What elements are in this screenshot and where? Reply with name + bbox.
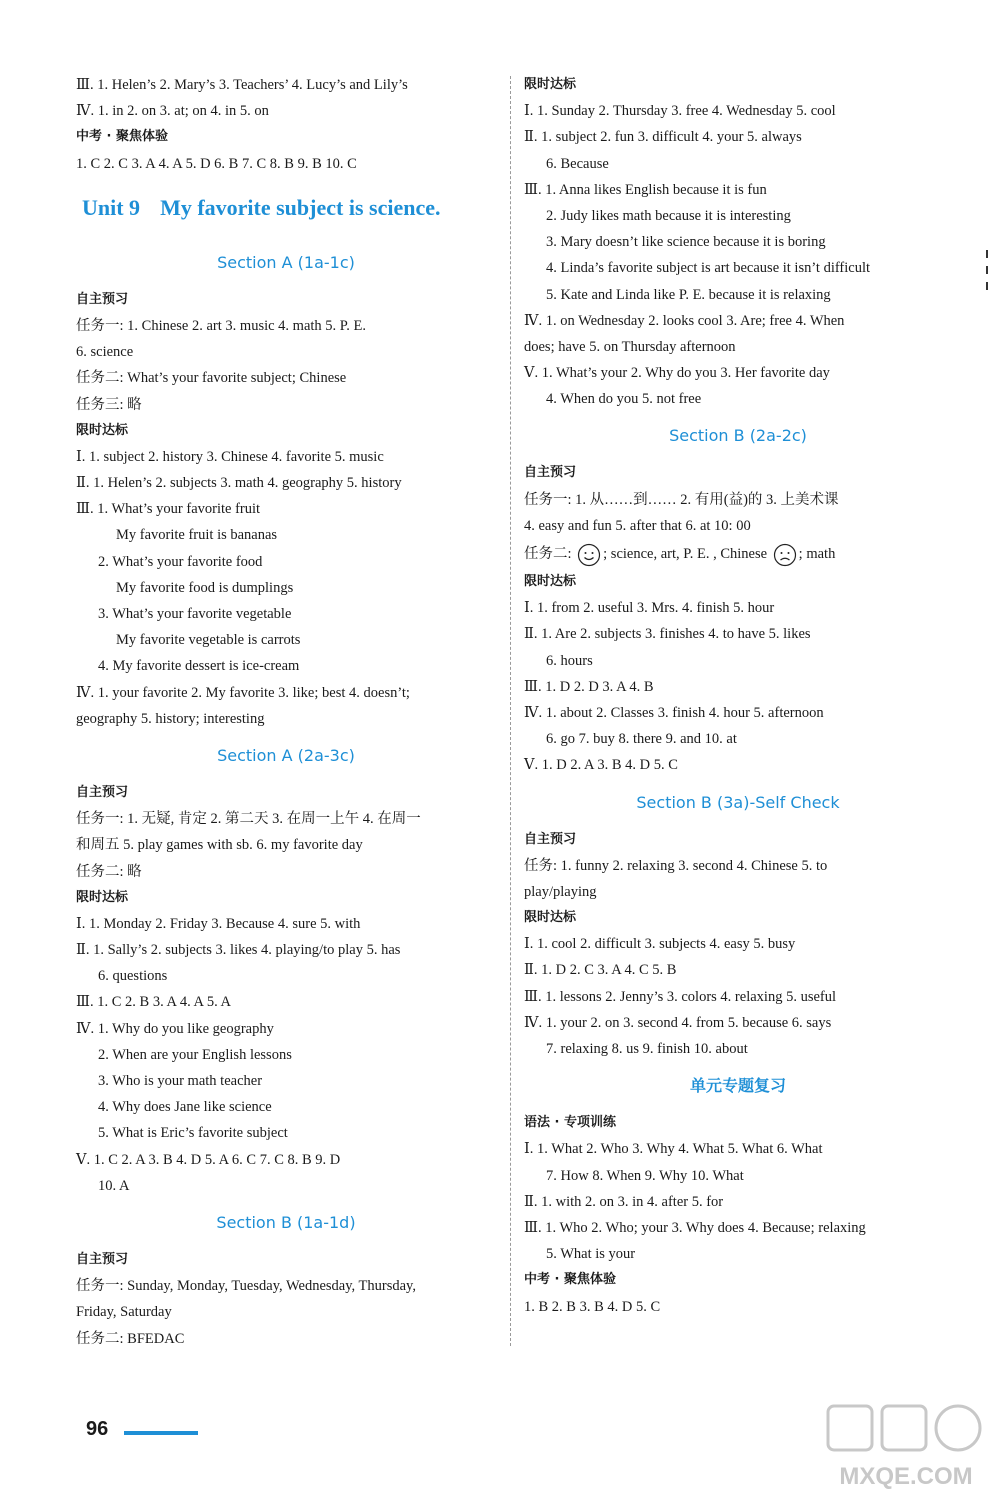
answer-line: 和周五 5. play games with sb. 6. my favorite day (76, 837, 363, 854)
answer-line: 3. Who is your math teacher (98, 1073, 263, 1089)
answer-line: Ⅰ. 1. from 2. useful 3. Mrs. 4. finish 5. hour (524, 600, 775, 617)
answer-line: 3. Mary doesn’t like science because it is boring (546, 234, 826, 251)
timed-label: 限时达标 (76, 889, 129, 905)
section-heading: Section B (3a)-Self Check (636, 792, 840, 812)
answer-line: geography 5. history; interesting (76, 710, 265, 727)
answer-line: 任务: 1. funny 2. relaxing 3. second 4. Chinese 5. to (524, 857, 828, 874)
answer-line: play/playing (524, 883, 597, 900)
answer-line: 任务一: 1. Chinese 2. art 3. music 4. math 5. P. E. (76, 317, 366, 334)
answer-line: 6. hours (546, 652, 593, 669)
answer-line: Ⅱ. 1. Are 2. subjects 3. finishes 4. to have 5. likes (524, 626, 811, 643)
answer-line: Ⅲ. 1. Who 2. Who; your 3. Why does 4. Because; relaxing (524, 1219, 866, 1236)
right-column (524, 72, 952, 1320)
answer-line: 7. How 8. When 9. Why 10. What (546, 1167, 744, 1184)
answer-line: Ⅴ. 1. What’s your 2. Why do you 3. Her favorite day (524, 365, 830, 382)
answer-line (524, 539, 952, 569)
unit-number: Unit 9 (82, 194, 141, 220)
smiley-face-icon (577, 543, 601, 567)
section-heading: Section B (2a-2c) (669, 426, 807, 446)
section-heading: Section A (1a-1c) (217, 252, 355, 272)
answer-line: 4. Linda’s favorite subject is art because it isn’t difficult (546, 260, 871, 277)
answer-line: 5. Kate and Linda like P. E. because it is relaxing (546, 286, 831, 303)
answer-line: 6. science (76, 344, 134, 361)
answer-line: 6. Because (546, 155, 609, 172)
answer-line: 3. What’s your favorite vegetable (98, 606, 292, 622)
answer-line: 2. What’s your favorite food (98, 553, 263, 570)
answer-line: 任务一: Sunday, Monday, Tuesday, Wednesday, Thursday, (76, 1278, 416, 1295)
answer-line: Ⅰ. 1. Monday 2. Friday 3. Because 4. sure 5. with (76, 915, 361, 932)
answer-line: 4. My favorite dessert is ice-cream (98, 658, 300, 675)
answer-line: Ⅲ. 1. C 2. B 3. A 4. A 5. A (76, 994, 231, 1011)
preview-label: 自主预习 (76, 784, 129, 800)
answer-line: 任务一: 1. 从……到…… 2. 有用(益)的 3. 上美术课 (524, 491, 839, 508)
zhongkao-label: 中考 · 聚焦体验 (524, 1272, 616, 1288)
preview-label: 自主预习 (76, 1251, 129, 1267)
unit-title (76, 177, 496, 239)
section-heading: Section B (1a-1d) (216, 1212, 356, 1232)
answer-line: Ⅰ. 1. Sunday 2. Thursday 3. free 4. Wednesday 5. cool (524, 103, 836, 120)
watermark-logo (818, 1400, 994, 1492)
answer-line: 任务二: What’s your favorite subject; Chinese (76, 370, 347, 387)
answer-line: My favorite fruit is bananas (116, 527, 278, 544)
answer-line: Ⅲ. 1. Helen’s 2. Mary’s 3. Teachers’ 4. Lucy’s and Lily’s (76, 77, 408, 93)
answer-line: 7. relaxing 8. us 9. finish 10. about (546, 1041, 748, 1057)
answer-line: 6. questions (98, 968, 168, 985)
section-heading: Section A (2a-3c) (217, 745, 355, 765)
answer-line: 1. B 2. B 3. B 4. D 5. C (524, 1298, 661, 1315)
disliked-subject: ; math (798, 546, 836, 562)
answer-line: My favorite vegetable is carrots (116, 632, 301, 649)
timed-label: 限时达标 (524, 574, 577, 589)
preview-label: 自主预习 (524, 465, 577, 481)
margin-marks (986, 250, 988, 298)
answer-line: 6. go 7. buy 8. there 9. and 10. at (546, 731, 737, 748)
task-label: 任务二: (524, 546, 572, 562)
answer-line: does; have 5. on Thursday afternoon (524, 338, 736, 355)
answer-line: Ⅲ. 1. Anna likes English because it is fun (524, 181, 767, 198)
answer-line: Ⅰ. 1. cool 2. difficult 3. subjects 4. easy 5. busy (524, 936, 796, 953)
preview-label: 自主预习 (76, 291, 129, 307)
liked-subjects: ; science, art, P. E. , Chinese (603, 546, 768, 562)
column-divider (510, 76, 511, 1346)
timed-label: 限时达标 (524, 77, 577, 92)
answer-line: 任务二: BFEDAC (76, 1330, 185, 1347)
answer-line: Ⅴ. 1. C 2. A 3. B 4. D 5. A 6. C 7. C 8. B 9. D (76, 1151, 341, 1168)
answer-line: Ⅳ. 1. your 2. on 3. second 4. from 5. because 6. says (524, 1014, 832, 1031)
answer-line: 4. Why does Jane like science (98, 1099, 272, 1116)
answer-line: 2. Judy likes math because it is interesting (546, 207, 791, 224)
zhongkao-label: 中考 · 聚焦体验 (76, 129, 168, 145)
page-number-bar (124, 1431, 198, 1435)
answer-line: Ⅲ. 1. What’s your favorite fruit (76, 501, 261, 518)
timed-label: 限时达标 (524, 910, 577, 926)
answer-line: Ⅳ. 1. on Wednesday 2. looks cool 3. Are; free 4. When (524, 312, 845, 329)
answer-line: Ⅳ. 1. about 2. Classes 3. finish 4. hour 5. afternoon (524, 704, 824, 721)
sad-face-icon (773, 543, 797, 567)
page-number: 96 (86, 1418, 109, 1440)
answer-line: Ⅱ. 1. subject 2. fun 3. difficult 4. your 5. always (524, 129, 802, 146)
answer-line: 任务二: 略 (76, 863, 142, 880)
answer-line: My favorite food is dumplings (116, 579, 294, 596)
answer-line: 2. When are your English lessons (98, 1046, 292, 1063)
timed-label: 限时达标 (76, 422, 129, 438)
answer-line: Ⅰ. 1. subject 2. history 3. Chinese 4. favorite 5. music (76, 448, 384, 465)
preview-label: 自主预习 (524, 831, 577, 847)
left-column (76, 72, 496, 1352)
answer-line: 5. What is your (546, 1246, 636, 1263)
answer-line: 任务三: 略 (76, 396, 142, 413)
answer-line: Ⅱ. 1. with 2. on 3. in 4. after 5. for (524, 1193, 724, 1210)
unit-review-heading: 单元专题复习 (689, 1076, 786, 1096)
answer-line: 10. A (98, 1177, 130, 1194)
answer-line: 5. What is Eric’s favorite subject (98, 1125, 288, 1142)
answer-line: Ⅲ. 1. lessons 2. Jenny’s 3. colors 4. relaxing 5. useful (524, 988, 837, 1005)
answer-line: Ⅰ. 1. What 2. Who 3. Why 4. What 5. What 6. What (524, 1141, 823, 1158)
answer-line: 任务一: 1. 无疑, 肯定 2. 第二天 3. 在周一上午 4. 在周一 (76, 811, 421, 828)
answer-line: 1. C 2. C 3. A 4. A 5. D 6. B 7. C 8. B 9. B 10. C (76, 155, 357, 172)
answer-line: Ⅴ. 1. D 2. A 3. B 4. D 5. C (524, 757, 678, 774)
answer-line: Friday, Saturday (76, 1304, 172, 1321)
grammar-label: 语法 · 专项训练 (524, 1115, 616, 1131)
answer-line: Ⅳ. 1. Why do you like geography (76, 1020, 274, 1037)
answer-line: Ⅱ. 1. Sally’s 2. subjects 3. likes 4. playing/to play 5. has (76, 942, 401, 959)
answer-line: Ⅳ. 1. your favorite 2. My favorite 3. like; best 4. doesn’t; (76, 684, 410, 701)
unit-name: My favorite subject is science. (160, 194, 441, 220)
watermark-text: MXQE.COM (839, 1463, 973, 1490)
answer-line: Ⅱ. 1. Helen’s 2. subjects 3. math 4. geography 5. history (76, 475, 402, 492)
answer-line: Ⅲ. 1. D 2. D 3. A 4. B (524, 678, 654, 695)
answer-line: 4. easy and fun 5. after that 6. at 10: 00 (524, 517, 751, 534)
answer-line: Ⅱ. 1. D 2. C 3. A 4. C 5. B (524, 962, 677, 979)
answer-line: 4. When do you 5. not free (546, 391, 702, 408)
answer-line: Ⅳ. 1. in 2. on 3. at; on 4. in 5. on (76, 103, 269, 120)
